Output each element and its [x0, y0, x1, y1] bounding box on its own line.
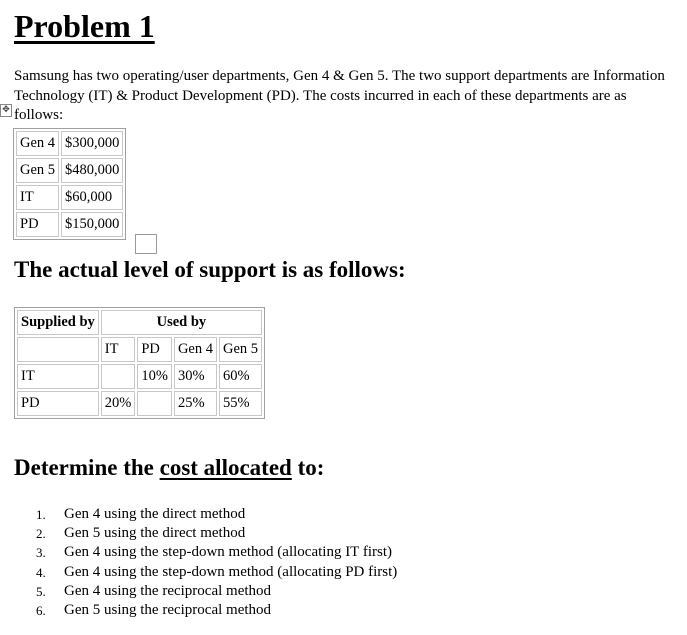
column-header: PD	[137, 337, 172, 362]
column-header: Gen 4	[174, 337, 217, 362]
determine-heading-before: Determine the	[14, 455, 160, 480]
dept-cell: PD	[16, 212, 59, 237]
dept-cell: Gen 4	[16, 131, 59, 156]
support-heading: The actual level of support is as follows:	[14, 257, 406, 282]
dept-cell: IT	[16, 185, 59, 210]
column-header: IT	[101, 337, 136, 362]
table-row	[17, 310, 262, 335]
value-cell: 55%	[219, 391, 262, 416]
list-number: 5.	[36, 583, 46, 599]
intro-paragraph: Samsung has two operating/user departments, Gen 4 & Gen 5. The two support departments are Information Technology (IT) & Product Development (PD). The costs incurred in each of these departments are as follows:	[14, 68, 665, 123]
table-move-handle-icon[interactable]: ✥	[0, 104, 12, 117]
dept-cell: Gen 5	[16, 158, 59, 183]
cost-cell: $150,000	[61, 212, 123, 237]
table-resize-handle[interactable]	[135, 234, 157, 254]
table-row	[16, 185, 123, 210]
list-item	[36, 582, 397, 601]
usage-table	[14, 307, 265, 419]
list-item	[36, 601, 397, 620]
empty-cell	[17, 337, 99, 362]
list-number: 6.	[36, 603, 46, 619]
value-cell	[101, 364, 136, 389]
value-cell: 10%	[137, 364, 172, 389]
determine-heading-after: to:	[291, 455, 325, 480]
list-text: Gen 4 using the step-down method (allocating PD first)	[64, 563, 398, 580]
list-text: Gen 4 using the step-down method (allocating IT first)	[64, 544, 392, 561]
task-list	[36, 505, 397, 620]
used-by-header: Used by	[101, 310, 262, 335]
value-cell: 20%	[101, 391, 136, 416]
cost-cell: $60,000	[61, 185, 123, 210]
value-cell: 25%	[174, 391, 217, 416]
value-cell	[137, 391, 172, 416]
list-number: 2.	[36, 526, 46, 542]
value-cell: 30%	[174, 364, 217, 389]
list-text: Gen 5 using the direct method	[64, 525, 246, 542]
list-text: Gen 4 using the direct method	[64, 506, 246, 522]
column-header: Gen 5	[219, 337, 262, 362]
row-label: IT	[17, 364, 99, 389]
list-number: 3.	[36, 545, 46, 561]
table-row	[17, 337, 262, 362]
list-item	[36, 543, 397, 562]
list-item	[36, 505, 397, 524]
table-row	[16, 131, 123, 156]
determine-heading	[14, 455, 324, 481]
list-item	[36, 524, 397, 543]
table-row	[17, 391, 262, 416]
list-number: 4.	[36, 564, 46, 580]
list-text: Gen 4 using the reciprocal method	[64, 582, 272, 599]
list-item	[36, 563, 397, 582]
list-number: 1.	[36, 507, 46, 522]
table-row	[16, 158, 123, 183]
row-label: PD	[17, 391, 99, 416]
determine-heading-underlined: cost allocated	[159, 455, 292, 480]
cost-cell: $300,000	[61, 131, 123, 156]
list-text: Gen 5 using the reciprocal method	[64, 602, 272, 619]
costs-table	[13, 128, 126, 240]
value-cell: 60%	[219, 364, 262, 389]
page-title: Problem 1	[14, 8, 155, 44]
supplied-by-header: Supplied by	[17, 310, 99, 335]
table-row	[17, 364, 262, 389]
cost-cell: $480,000	[61, 158, 123, 183]
table-row	[16, 212, 123, 237]
